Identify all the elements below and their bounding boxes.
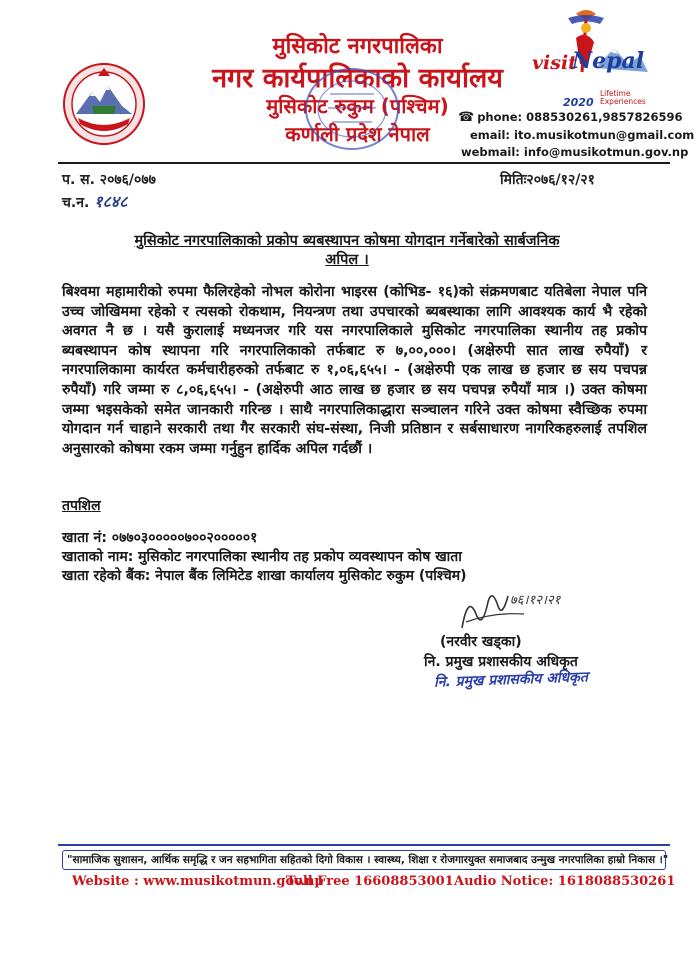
footer-audio-notice: Audio Notice: 1618088530261 xyxy=(454,874,676,889)
footer-website: Website : www.musikotmun.gov.np xyxy=(72,874,324,889)
account-name: खाताको नाम: मुसिकोट नगरपालिका स्थानीय तह प्रकोप व्यवस्थापन कोष खाता xyxy=(62,549,462,565)
signature-date: ७६।१२।२१ xyxy=(510,593,561,608)
phone-text: phone: 088530261,9857826596 xyxy=(477,110,683,124)
chalani-value: १८४८ xyxy=(94,192,128,211)
phone-icon: ☎ xyxy=(458,110,475,125)
subject xyxy=(62,232,632,270)
designation-seal: नि. प्रमुख प्रशासकीय अधिकृत xyxy=(433,669,589,691)
province-country: कर्णाली प्रदेश नेपाल xyxy=(285,122,430,146)
letter-date: मितिः२०७६/१२/२१ xyxy=(500,172,595,188)
appeal-body: बिश्वमा महामारीको रुपमा फैलिरहेको नोभल कोरोना भाइरस (कोभिड- १६)को संक्रमणबाट यतिबेला नेपाल पनि उच्च जोखिममा रहेको र त्यसको रोकथाम, नियन्त्रण तथा उपचारको ब्यबस्थाका लागि आवश्यक कार्य भै रहेको अवगत नै छ । यसै कुरालाई मध्यनजर गरि यस नगरपालिकाले मुसिकोट नगरपालिका स्थानीय तह प्रकोप ब्यबस्थापन कोष स्थापना गरि नगरपालिकाको तर्फबाट रु ७,००,०००। (अक्षेरुपी सात लाख रुपैयाँ) र नगरपालिकामा कार्यरत कर्मचारीहरुको तर्फबाट रु १,०६,६५५। - (अक्षेरुपी एक लाख छ हजार छ सय पचपन्न रुपैयाँ) गरि जम्मा रु ८,०६,६५५। - (अक्षेरुपी आठ लाख छ हजार छ सय पचपन्न रुपैयाँ मात्र ।) उक्त कोषमा जम्मा भइसकेको समेत जानकारी गरिन्छ । साथै नगरपालिकाद्धारा सञ्चालन गरिने उक्त कोषमा स्वैच्छिक रुपमा योगदान गर्न चाहाने सरकारी तथा गैर सरकारी संघ-संस्था, निजी प्रतिष्ठान र सर्बसाधारण नागरिकहरुलाई तपशिल अनुसारको कोषमा रकम जम्मा गर्नुहुन हार्दिक अपिल गर्दछौं । xyxy=(62,284,647,457)
header-divider xyxy=(58,162,670,164)
patra-sankhya: प. स. २०७६/०७७ xyxy=(62,172,156,188)
contact-phone xyxy=(458,110,683,125)
contact-webmail: webmail: info@musikotmun.gov.np xyxy=(461,145,689,159)
office-location: मुसिकोट रुकुम (पश्चिम) xyxy=(266,94,449,118)
nepal-emblem-icon xyxy=(62,62,146,146)
details-heading: तपशिल xyxy=(62,498,101,514)
contact-email: email: ito.musikotmun@gmail.com xyxy=(470,128,695,142)
chalani-label: च.न. xyxy=(62,195,90,211)
account-bank: खाता रहेको बैंक: नेपाल बैंक लिमिटेड शाखा कार्यालय मुसिकोट रुकुम (पश्चिम) xyxy=(62,568,467,584)
visit-year: 2020 xyxy=(563,96,594,109)
visit-text: visit xyxy=(532,52,577,74)
visit-tagline: Lifetime Experiences xyxy=(600,89,646,106)
subject-line-1: मुसिकोट नगरपालिकाको प्रकोप ब्यबस्थापन कोषमा योगदान गर्नेबारेको सार्बजनिक xyxy=(134,233,560,249)
footer-tollfree: Toll Free 16608853001 xyxy=(286,874,454,889)
signer-title: नि. प्रमुख प्रशासकीय अधिकृत xyxy=(424,654,578,670)
account-number: खाता नं: ०७७०३०००००७००२०००००१ xyxy=(62,530,258,546)
nepal-text: Nepal xyxy=(572,48,645,74)
subject-line-2: अपिल । xyxy=(325,252,369,268)
office-stamp xyxy=(302,64,402,154)
footer-divider xyxy=(58,844,670,846)
office-name: नगर कार्यपालिकाको कार्यालय xyxy=(212,63,503,94)
chalani-number xyxy=(62,190,127,212)
signer-name: (नरवीर खड्का) xyxy=(440,634,522,650)
municipality-name: मुसिकोट नगरपालिका xyxy=(272,34,443,59)
footer-slogan: "सामाजिक सुशासन, आर्थिक समृद्धि र जन सहभागिता सहितको दिगो विकास । स्वास्थ्य, शिक्षा र रोजगारयुक्त समाजबाद उन्मुख नगरपालिका हाम्रो निकास ।" xyxy=(62,850,666,870)
